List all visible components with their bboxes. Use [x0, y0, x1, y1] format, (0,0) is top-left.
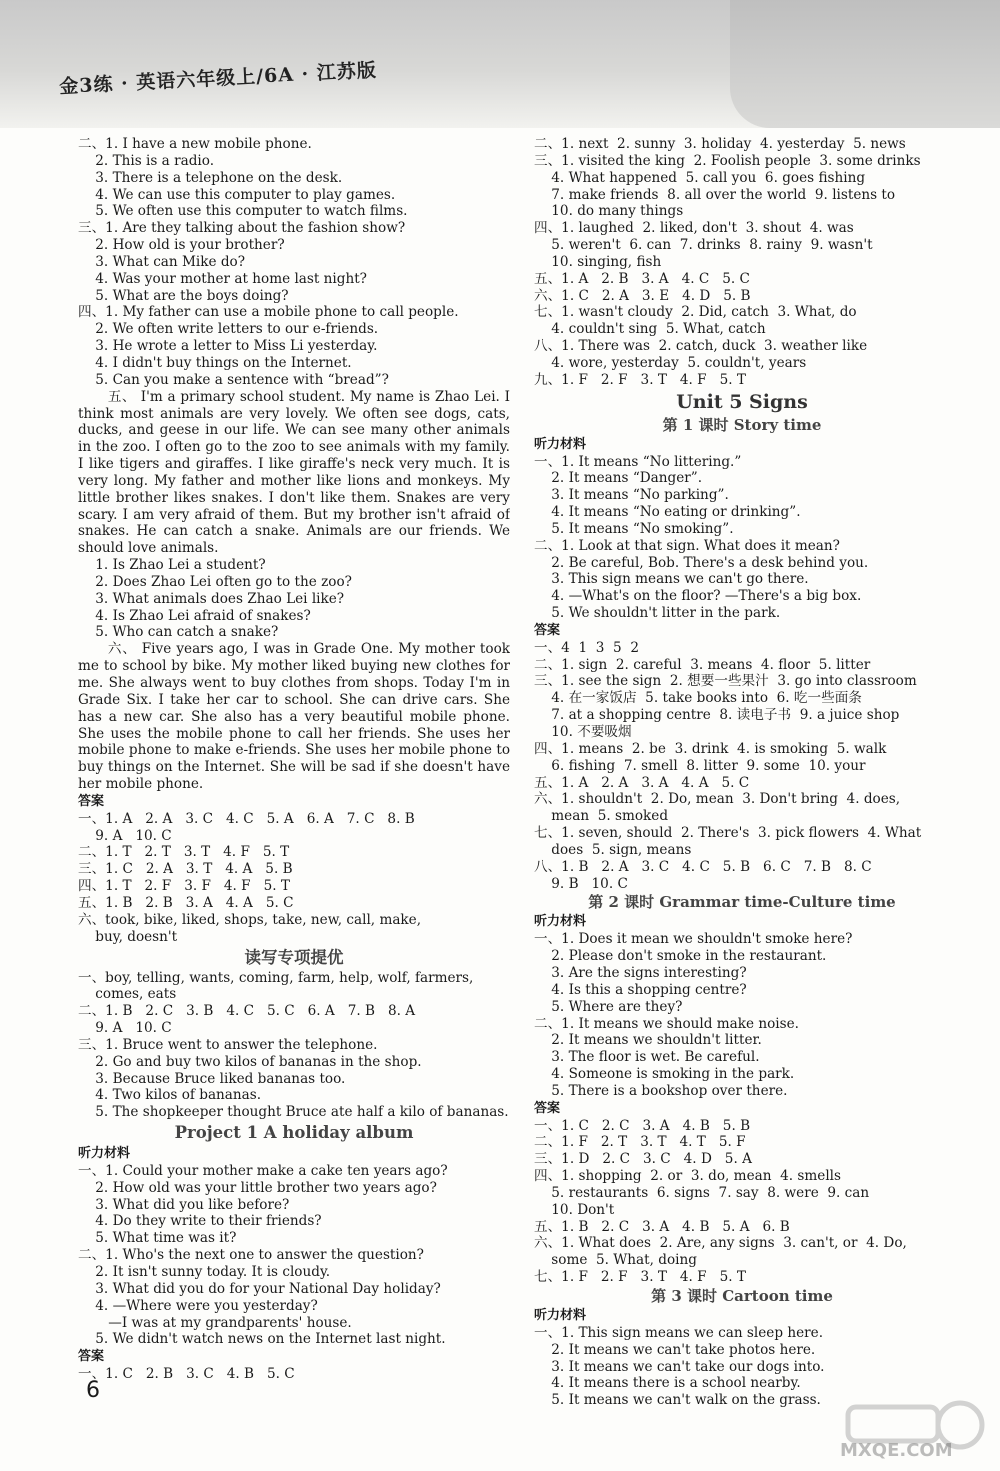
text-line: 5. It means we can't walk on the grass. — [534, 1392, 821, 1409]
text-line: 3. This sign means we can't go there. — [534, 571, 809, 588]
text-line: 3. What can Mike do? — [78, 253, 246, 270]
text-line: 5. weren't 6. can 7. drinks 8. rainy 9. wasn't — [534, 237, 873, 254]
text-line: 4. Is this a shopping centre? — [534, 981, 747, 998]
text-line: 10. singing, fish — [534, 253, 662, 270]
passage-paragraph: 五、 I'm a primary school student. My name is Zhao Lei. I think most animals are very lovely. We often see dogs, cats, ducks, and geese in our life. We can see many other animals in the zoo. I often go to the zoo to see animals with my family. I like tigers and giraffes. I like giraffe's neck very much. It is very long. My father and mother like lions and monkeys. My little brother likes snakes. I don't like them. Snakes are very scary. I am very afraid of them. But my brother isn't afraid of snakes. He can catch a snake. Animals are our friends. We should love animals. — [78, 388, 510, 557]
text-line: mean 5. smoked — [534, 808, 669, 825]
text-line: 一、1. Could your mother make a cake ten years ago? — [78, 1162, 448, 1179]
text-line: 2. It means we shouldn't litter. — [534, 1032, 762, 1049]
text-line: 九、1. F 2. F 3. T 4. F 5. T — [534, 371, 746, 388]
text-line: 5. We often use this computer to watch films. — [78, 203, 408, 220]
text-line: 2. Be careful, Bob. There's a desk behind you. — [534, 554, 869, 571]
section-label: 听力材料 — [534, 914, 587, 930]
text-line: 五、1. A 2. B 3. A 4. C 5. C — [534, 270, 750, 287]
text-line: 六、1. What does 2. Are, any signs 3. can't, or 4. Do, — [534, 1235, 907, 1252]
text-line: 3. It means we can't take our dogs into. — [534, 1358, 825, 1375]
text-line: 5. restaurants 6. signs 7. say 8. were 9. can — [534, 1184, 870, 1201]
text-line: 五、1. A 2. A 3. A 4. A 5. C — [534, 774, 750, 791]
section-label: 答案 — [78, 1349, 105, 1365]
text-line: 三、1. C 2. A 3. T 4. A 5. B — [78, 861, 293, 878]
section-heading: Project 1 A holiday album — [174, 1123, 414, 1143]
section-label: 答案 — [78, 793, 105, 809]
text-line: 1. Is Zhao Lei a student? — [78, 557, 266, 574]
text-line: 5. The shopkeeper thought Bruce ate half a kilo of bananas. — [78, 1104, 509, 1121]
text-line: 三、1. see the sign 2. 想要一些果汁 3. go into classroom — [534, 673, 917, 690]
text-line: 9. A 10. C — [78, 1020, 172, 1037]
text-line: 四、1. means 2. be 3. drink 4. is smoking 5. walk — [534, 740, 887, 757]
text-line: 七、1. seven, should 2. There's 3. pick flowers 4. What — [534, 825, 922, 842]
text-line: 二、1. B 2. C 3. B 4. C 5. C 6. A 7. B 8. A — [78, 1003, 416, 1020]
text-line: 2. It means we can't take photos here. — [534, 1341, 816, 1358]
text-line: 3. What animals does Zhao Lei like? — [78, 590, 345, 607]
text-line: 4. Is Zhao Lei afraid of snakes? — [78, 607, 311, 624]
text-line: 3. What did you like before? — [78, 1196, 290, 1213]
text-line: 二、1. Who's the next one to answer the question? — [78, 1247, 424, 1264]
text-line: 5. Who can catch a snake? — [78, 624, 279, 641]
text-line: 10. Don't — [534, 1201, 615, 1218]
text-line: 4. Someone is smoking in the park. — [534, 1066, 795, 1083]
text-line: 二、1. Look at that sign. What does it mean? — [534, 537, 840, 554]
text-line: 2. We often write letters to our e-friends. — [78, 321, 379, 338]
text-line: 一、boy, telling, wants, coming, farm, help, wolf, farmers, — [78, 969, 474, 986]
text-line: 六、1. C 2. A 3. E 4. D 5. B — [534, 287, 751, 304]
text-line: 二、1. next 2. sunny 3. holiday 4. yesterday 5. news — [534, 136, 906, 152]
text-line: 一、1. C 2. C 3. A 4. B 5. B — [534, 1117, 751, 1134]
text-line: 六、1. shouldn't 2. Do, mean 3. Don't bring 4. does, — [534, 791, 901, 808]
section-label: 听力材料 — [534, 1308, 587, 1323]
text-line: 五、1. B 2. C 3. A 4. B 5. A 6. B — [534, 1218, 790, 1235]
text-line: 5. Can you make a sentence with “bread”? — [78, 371, 389, 388]
text-line: 4. Was your mother at home last night? — [78, 270, 367, 287]
text-line: 七、1. F 2. F 3. T 4. F 5. T — [534, 1269, 746, 1286]
text-line: some 5. What, doing — [534, 1252, 697, 1269]
section-label: 答案 — [534, 622, 561, 638]
text-line: 一、1. It means “No littering.” — [534, 453, 742, 470]
text-line: 9. A 10. C — [78, 827, 172, 844]
text-line: 三、1. D 2. C 3. C 4. D 5. A — [534, 1151, 752, 1168]
text-line: 四、1. T 2. F 3. F 4. F 5. T — [78, 878, 290, 895]
text-line: 4. It means there is a school nearby. — [534, 1375, 801, 1392]
text-line: 10. 不要吸烟 — [534, 724, 632, 740]
text-line: 三、1. Are they talking about the fashion show? — [78, 220, 406, 237]
text-line: 一、4 1 3 5 2 — [534, 639, 639, 656]
lesson-heading: 第 1 课时 Story time — [662, 415, 822, 434]
header-tab — [730, 0, 1000, 128]
text-line: 7. at a shopping centre 8. 读电子书 9. a juice shop — [534, 707, 900, 724]
text-line: 4. wore, yesterday 5. couldn't, years — [534, 354, 807, 371]
text-line: 5. We didn't watch news on the Internet last night. — [78, 1331, 446, 1348]
lesson-heading: 第 3 课时 Cartoon time — [651, 1287, 833, 1305]
text-line: does 5. sign, means — [534, 841, 692, 858]
text-line: 2. Go and buy two kilos of bananas in the shop. — [78, 1053, 422, 1070]
text-line: 5. What time was it? — [78, 1230, 237, 1247]
text-line: 2. It isn't sunny today. It is cloudy. — [78, 1264, 331, 1280]
text-line: buy, doesn't — [78, 928, 178, 945]
text-line: 二、1. sign 2. careful 3. means 4. floor 5. litter — [534, 656, 871, 673]
text-line: 3. Because Bruce liked bananas too. — [78, 1070, 346, 1087]
text-line: 4. 在一家饭店 5. take books into 6. 吃一些面条 — [534, 690, 862, 707]
text-line: 9. B 10. C — [534, 875, 628, 892]
text-line: 3. It means “No parking”. — [534, 487, 729, 504]
text-line: 7. make friends 8. all over the world 9. listens to — [534, 186, 896, 203]
section-heading: 读写专项提优 — [244, 947, 344, 967]
text-line: 3. The floor is wet. Be careful. — [534, 1049, 760, 1066]
text-line: 一、1. C 2. B 3. C 4. B 5. C — [78, 1366, 295, 1383]
text-line: 3. There is a telephone on the desk. — [78, 169, 343, 186]
text-line: 4. Do they write to their friends? — [78, 1213, 322, 1230]
page-number: 6 — [86, 1378, 100, 1403]
right-column — [534, 136, 950, 1409]
text-line: 2. Does Zhao Lei often go to the zoo? — [78, 573, 352, 590]
text-line: 4. We can use this computer to play games. — [78, 186, 396, 203]
section-label: 听力材料 — [78, 1146, 131, 1162]
text-line: 5. We shouldn't litter in the park. — [534, 605, 781, 622]
text-line: 4. —Where were you yesterday? — [78, 1297, 318, 1314]
passage-paragraph: 六、 Five years ago, I was in Grade One. My mother took me to school by bike. My mother liked buying new clothes for me. She always went to buy clothes from shops. Today I'm in Grade Six. I take her car to school. She can drive cars. She has a new car. She also has a very beautiful mobile phone. She uses the mobile phone to call her friends. She uses her mobile phone to make e-friends. She uses her mobile phone to buy things on the Internet. She will be sad if she doesn't have her mobile phone. — [78, 641, 510, 793]
text-line: 四、1. shopping 2. or 3. do, mean 4. smells — [534, 1168, 841, 1185]
text-line: 4. couldn't sing 5. What, catch — [534, 321, 766, 338]
text-line: 六、took, bike, liked, shops, take, new, call, make, — [78, 911, 422, 928]
text-line: 二、1. It means we should make noise. — [534, 1015, 799, 1032]
text-line: 四、1. laughed 2. liked, don't 3. shout 4. was — [534, 220, 854, 237]
text-line: 三、1. Bruce went to answer the telephone. — [78, 1036, 378, 1053]
left-column — [78, 136, 510, 1383]
text-line: 3. He wrote a letter to Miss Li yesterday. — [78, 338, 378, 355]
text-line: 七、1. wasn't cloudy 2. Did, catch 3. What, do — [534, 304, 857, 321]
watermark-text: MXQE.COM — [840, 1440, 953, 1461]
text-line: 4. I didn't buy things on the Internet. — [78, 354, 352, 371]
text-line: 5. There is a bookshop over there. — [534, 1082, 788, 1099]
text-line: 二、1. I have a new mobile phone. — [78, 136, 312, 152]
lesson-heading: 第 2 课时 Grammar time-Culture time — [588, 893, 896, 912]
text-line: 10. do many things — [534, 203, 684, 220]
unit-heading: Unit 5 Signs — [676, 390, 808, 413]
section-label: 听力材料 — [534, 436, 587, 452]
text-line: 2. How old was your little brother two years ago? — [78, 1179, 437, 1196]
text-line: 二、1. F 2. T 3. T 4. T 5. F — [534, 1134, 746, 1151]
text-line: 4. It means “No eating or drinking”. — [534, 504, 801, 521]
text-line: 一、1. This sign means we can sleep here. — [534, 1324, 824, 1341]
text-line: 2. Please don't smoke in the restaurant. — [534, 948, 827, 965]
text-line: —I was at my grandparents' house. — [78, 1314, 352, 1331]
text-line: 6. fishing 7. smell 8. litter 9. some 10. your — [534, 757, 866, 774]
text-line: 4. Two kilos of bananas. — [78, 1087, 262, 1104]
text-line: 2. It means “Danger”. — [534, 470, 703, 487]
text-line: 三、1. visited the king 2. Foolish people 3. some drinks — [534, 152, 921, 169]
text-line: 2. How old is your brother? — [78, 237, 285, 254]
text-line: 一、1. Does it mean we shouldn't smoke here? — [534, 931, 853, 948]
text-line: 3. What did you do for your National Day holiday? — [78, 1280, 441, 1297]
text-line: 4. What happened 5. call you 6. goes fishing — [534, 169, 866, 186]
text-line: 3. Are the signs interesting? — [534, 964, 747, 981]
text-line: 二、1. T 2. T 3. T 4. F 5. T — [78, 844, 290, 861]
section-label: 答案 — [534, 1100, 561, 1116]
text-line: 四、1. My father can use a mobile phone to call people. — [78, 304, 459, 321]
text-line: 4. —What's on the floor? —There's a big box. — [534, 588, 862, 605]
text-line: 2. This is a radio. — [78, 152, 215, 169]
text-line: 八、1. B 2. A 3. C 4. C 5. B 6. C 7. B 8. C — [534, 858, 872, 875]
book-title: 金3练 · 英语六年级上/6A · 江苏版 — [58, 59, 378, 99]
text-line: 5. It means “No smoking”. — [534, 520, 734, 537]
text-line: 一、1. A 2. A 3. C 4. C 5. A 6. A 7. C 8. B — [78, 810, 415, 827]
text-line: comes, eats — [78, 986, 177, 1003]
text-line: 5. What are the boys doing? — [78, 287, 289, 304]
text-line: 八、1. There was 2. catch, duck 3. weather like — [534, 338, 868, 355]
text-line: 五、1. B 2. B 3. A 4. A 5. C — [78, 894, 294, 911]
text-line: 5. Where are they? — [534, 998, 683, 1015]
